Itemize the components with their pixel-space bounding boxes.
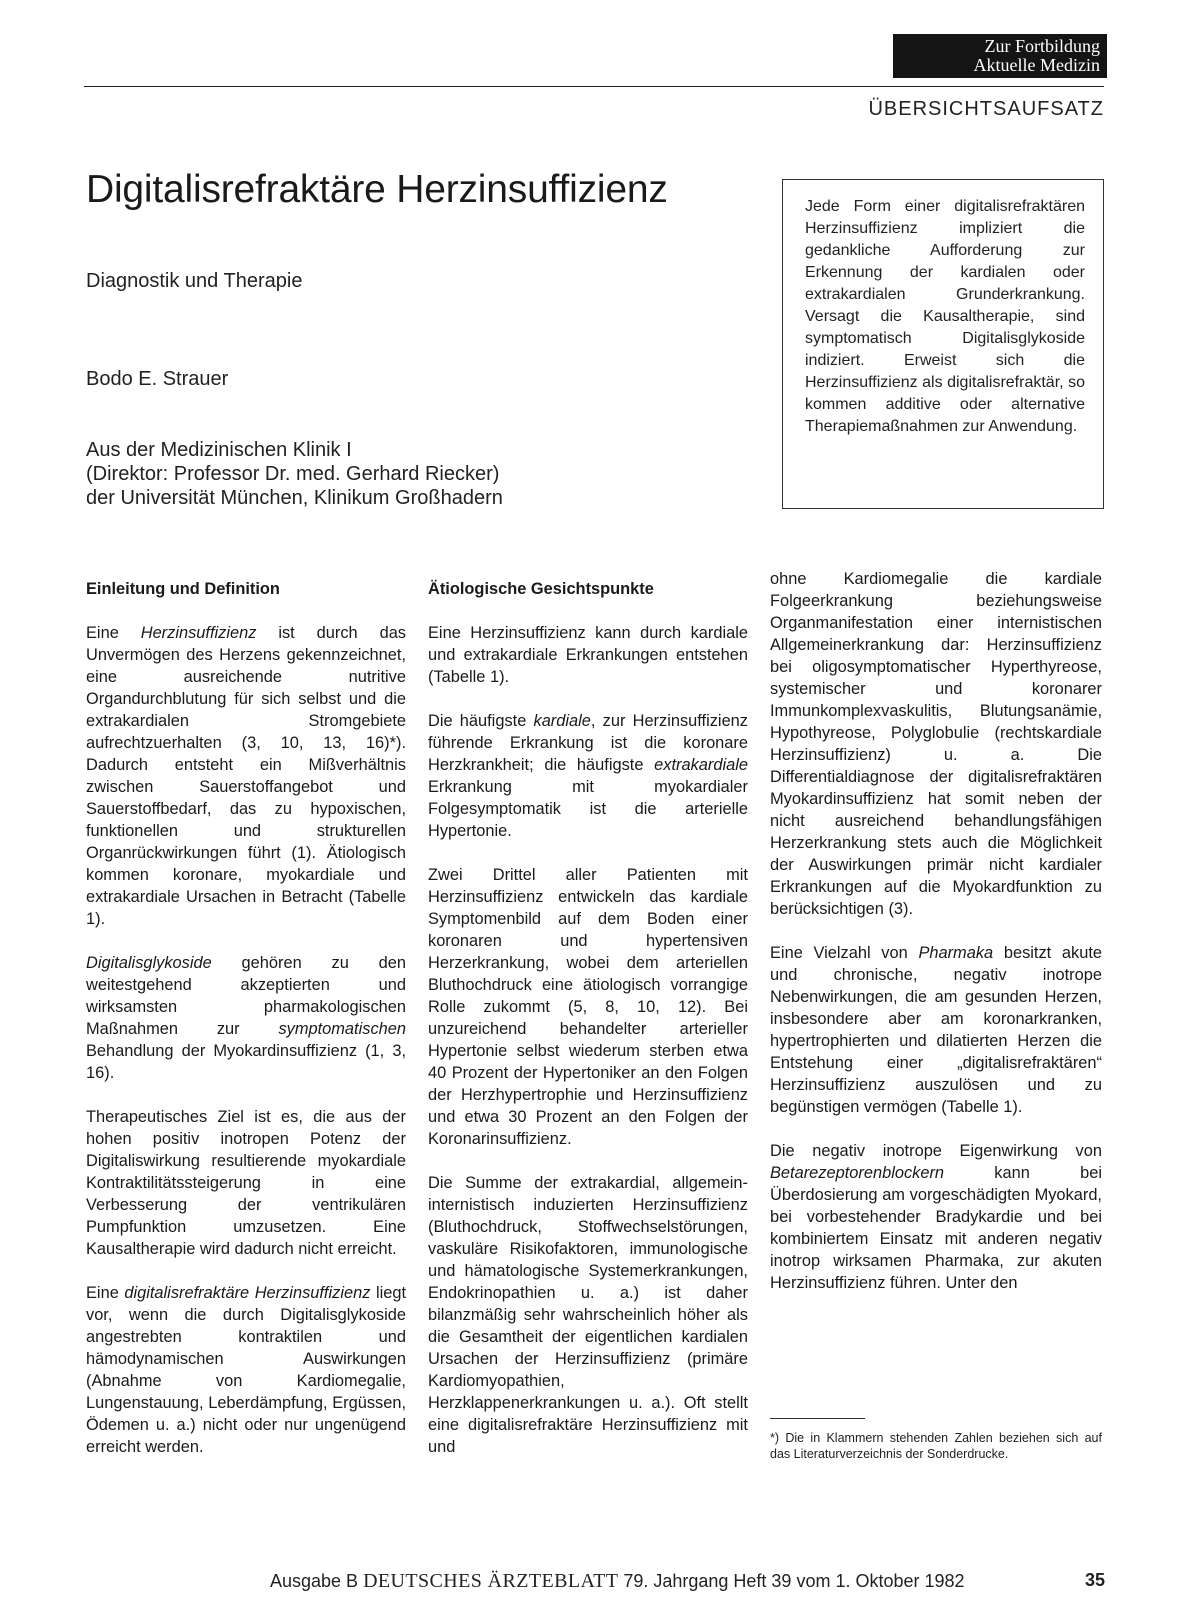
article-author: Bodo E. Strauer [86, 368, 229, 390]
footnote: *) Die in Klammern stehenden Zahlen beziehen sich auf das Literaturverzeichnis der Sonderdrucke. [770, 1431, 1102, 1461]
paragraph: Eine Herzinsuffizienz ist durch das Unvermögen des Herzens gekennzeichnet, eine ausreichende nutritive Organdurchblutung für sich selbst und die extrakardialen Stromgebiete aufrechtzuerhalten (3, 10, 13, 16)*). Dadurch entsteht ein Mißverhältnis zwischen Sauerstoffangebot und Sauerstoffbedarf, das zu hypoxischen, funktionellen und strukturellen Organrückwirkungen führt (1). Ätiologisch kommen koronare, myokardiale und extrakardiale Ursachen in Betracht (Tabelle 1). [86, 624, 407, 928]
section-heading: Ätiologische Gesichtspunkte [428, 580, 654, 598]
paragraph: Eine Herzinsuffizienz kann durch kardiale und extrakardiale Erkrankungen entstehen (Tabelle 1). [428, 624, 748, 686]
article-affiliation [86, 438, 503, 510]
footer-journal: DEUTSCHES ÄRZTEBLATT [363, 1570, 619, 1592]
text-column-1 [86, 578, 406, 1458]
article-subtitle: Diagnostik und Therapie [86, 270, 303, 292]
page-number: 35 [1084, 1570, 1105, 1590]
paragraph: Zwei Drittel aller Patienten mit Herzinsuffizienz entwickeln das kardiale Symptomenbild auf dem Boden einer koronaren und hypertensiven Herzerkrankung, wobei dem arteriellen Bluthochdruck eine ätiologisch vorrangige Rolle zukommt (5, 8, 10, 12). Bei unzureichend behandelter arterieller Hypertonie selbst wiederum sterben etwa 40 Prozent der Hypertoniker an den Folgen der Herzhypertrophie und Herzinsuffizienz und etwa 30 Prozent an den Folgen der Koronarinsuffizienz. [428, 866, 748, 1148]
header-rule [84, 86, 1104, 87]
paragraph: Die häufigste kardiale, zur Herzinsuffizienz führende Erkrankung ist die koronare Herzkrankheit; die häufigste extrakardiale Erkrankung mit myokardialer Folgesymptomatik ist die arterielle Hypertonie. [428, 712, 748, 840]
page-footer [270, 1570, 1105, 1593]
footer-edition: Ausgabe B [270, 1571, 359, 1591]
badge-line-1: Zur Fortbildung [984, 36, 1100, 56]
paragraph: Eine Vielzahl von Pharmaka besitzt akute und chronische, negativ inotrope Nebenwirkungen, die am gesunden Herzen, insbesondere aber am koronarkranken, hypertrophierten und dilatierten Herzen die Entstehung einer „digitalisrefraktären“ Herzinsuffizienz auszulösen und zu begünstigen vermögen (Tabelle 1). [770, 944, 1103, 1116]
affiliation-line: (Direktor: Professor Dr. med. Gerhard Riecker) [86, 463, 500, 485]
footnote-rule [770, 1418, 865, 1419]
article-title: Digitalisrefraktäre Herzinsuffizienz [86, 168, 668, 211]
badge-line-2: Aktuelle Medizin [973, 55, 1100, 75]
section-label: ÜBERSICHTSAUFSATZ [868, 98, 1104, 120]
paragraph: Die negativ inotrope Eigenwirkung von Betarezeptorenblockern kann bei Überdosierung am vorgeschädigten Myokard, bei vorbestehender Bradykardie und bei kombiniertem Einsatz mit anderen negativ inotrop wirksamen Pharmaka, zur akuten Herzinsuffizienz führen. Unter den [770, 1142, 1102, 1292]
text-column-3 [770, 568, 1102, 1294]
affiliation-line: Aus der Medizinischen Klinik I [86, 439, 352, 461]
abstract-box: Jede Form einer digitalisrefraktären Herzinsuffizienz impliziert die gedankliche Aufforderung zur Erkennung der kardialen oder extrakardialen Grunderkrankung. Versagt die Kausaltherapie, sind symptomatisch Digitalisglykoside indiziert. Erweist sich die Herzinsuffizienz als digitalisrefraktär, so kommen additive oder alternative Therapiemaßnahmen zur Anwendung. [782, 179, 1104, 509]
section-heading: Einleitung und Definition [86, 580, 280, 598]
text-column-2 [428, 578, 748, 1458]
paragraph: Digitalisglykoside gehören zu den weitestgehend akzeptierten und wirksamsten pharmakologischen Maßnahmen zur symptomatischen Behandlung der Myokardinsuffizienz (1, 3, 16). [86, 954, 406, 1082]
paragraph: ohne Kardiomegalie die kardiale Folgeerkrankung beziehungsweise Organmanifestation einer internistischen Allgemeinerkrankung dar: Herzinsuffizienz bei oligosymptomatischer Hyperthyreose, systemischer und koronarer Immunkomplexvaskulitis, Blutungsanämie, Hypothyreose, Polyglobulie (rechtskardiale Herzinsuffizienz) u. a. Die Differentialdiagnose der digitalisrefraktären Myokardinsuffizienz hat somit neben der nicht ausreichend behandlungsfähigen Herzerkrankung stets auch die Möglichkeit der Auswirkungen primär nicht kardialer Erkrankungen auf die Myokardfunktion zu berücksichtigen (3). [770, 570, 1102, 918]
footer-issue: 79. Jahrgang Heft 39 vom 1. Oktober 1982 [623, 1571, 965, 1591]
section-badge [893, 34, 1107, 78]
paragraph: Therapeutisches Ziel ist es, die aus der hohen positiv inotropen Potenz der Digitaliswirkung resultierende myokardiale Kontraktilitätssteigerung in eine Verbesserung der ventrikulären Pumpfunktion umzusetzen. Eine Kausaltherapie wird dadurch nicht erreicht. [86, 1108, 406, 1258]
paragraph: Eine digitalisrefraktäre Herzinsuffizienz liegt vor, wenn die durch Digitalisglykoside angestrebten kontraktilen und hämodynamischen Auswirkungen (Abnahme von Kardiomegalie, Lungenstauung, Leberdämpfung, Ergüssen, Ödemen u. a.) nicht oder nur ungenügend erreicht werden. [86, 1284, 407, 1456]
affiliation-line: der Universität München, Klinikum Großhadern [86, 487, 503, 509]
paragraph: Die Summe der extrakardial, allgemein-internistisch induzierten Herzinsuffizienz (Bluthochdruck, Stoffwechselstörungen, vaskuläre Risikofaktoren, immunologische und hämatologische Systemerkrankungen, Endokrinopathien u. a.) ist daher bilanzmäßig sehr wahrscheinlich höher als die Gesamtheit der eigentlichen kardialen Ursachen der Herzinsuffizienz (primäre Kardiomyopathien, Herzklappenerkrankungen u. a.). Oft stellt eine digitalisrefraktäre Herzinsuffizienz mit und [428, 1174, 748, 1456]
